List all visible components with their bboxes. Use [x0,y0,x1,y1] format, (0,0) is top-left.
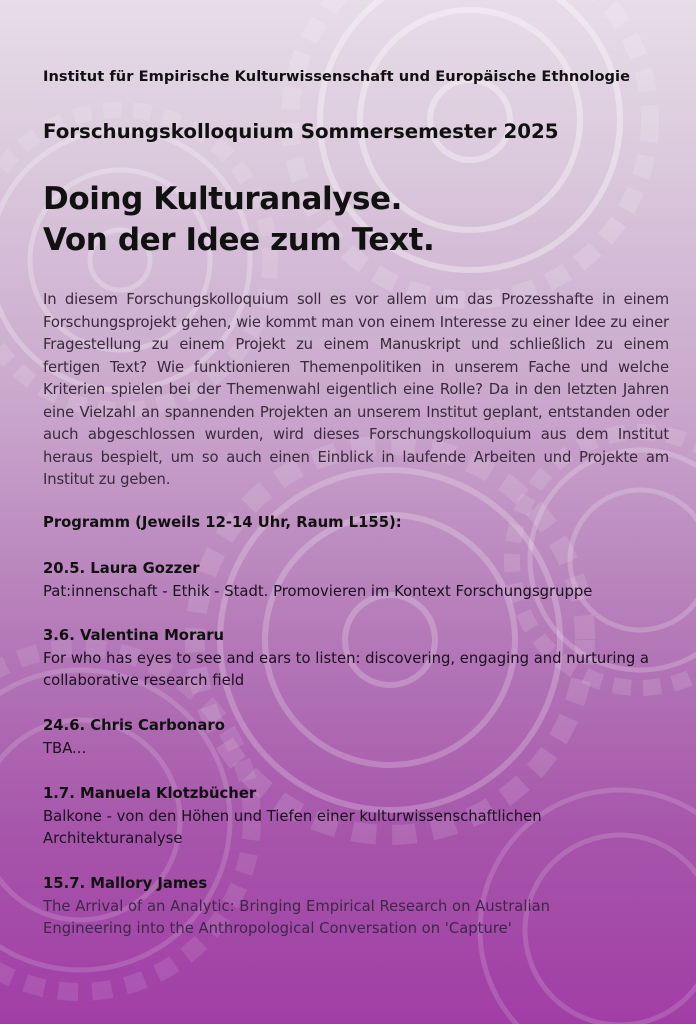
session-item [43,783,603,851]
session-title: TBA... [43,739,87,757]
session-title: Balkone - von den Höhen und Tiefen einer kulturwissenschaftlichen Architekturanalyse [43,807,542,847]
intro-paragraph: In diesem Forschungskolloquium soll es vor allem um das Prozesshafte in einem Forschungsprojekt gehen, wie kommt man von einem Interesse zu einer Idee zu einer Fragestellung zu einem Projekt zu einem Manuskript und schließlich zu einem fertigen Text? Wie funktionieren Themenpolitiken in unserem Fache und welche Kriterien spielen bei der Themenwahl eigentlich eine Rolle? Da in den letzten Jahren eine Vielzahl an spannenden Projekten an unserem Institut geplant, entstanden oder auch abgeschlossen wurden, wird dieses Forschungskolloquium aus dem Institut heraus bespielt, um so auch einen Einblick in laufende Arbeiten und Projekte am Institut zu geben. [43,291,669,488]
session-date-speaker: 20.5. Laura Gozzer [43,560,200,577]
session-title: The Arrival of an Analytic: Bringing Empirical Research on Australian Engineering into the Anthropological Conversation on 'Capture' [43,897,551,937]
session-title: Pat:innenschaft - Ethik - Stadt. Promovieren im Kontext Forschungsgruppe [43,582,593,600]
session-item [43,715,673,760]
semester-heading: Forschungskolloquium Sommersemester 2025 [43,120,559,143]
session-title: For who has eyes to see and ears to listen: discovering, engaging and nurturing a collaborative research field [43,649,649,689]
session-date-speaker: 3.6. Valentina Moraru [43,627,225,644]
programm-heading: Programm (Jeweils 12-14 Uhr, Raum L155): [43,514,402,531]
session-date-speaker: 1.7. Manuela Klotzbücher [43,785,257,802]
title-line-1: Doing Kulturanalyse. [43,181,403,217]
institute-name: Institut für Empirische Kulturwissenschaft und Europäische Ethnologie [43,68,631,85]
session-date-speaker: 24.6. Chris Carbonaro [43,717,225,734]
session-date-speaker: 15.7. Mallory James [43,875,208,892]
session-item [43,873,603,941]
session-item [43,625,673,693]
session-item [43,558,673,603]
page-title [43,179,434,261]
title-line-2: Von der Idee zum Text. [43,222,435,258]
